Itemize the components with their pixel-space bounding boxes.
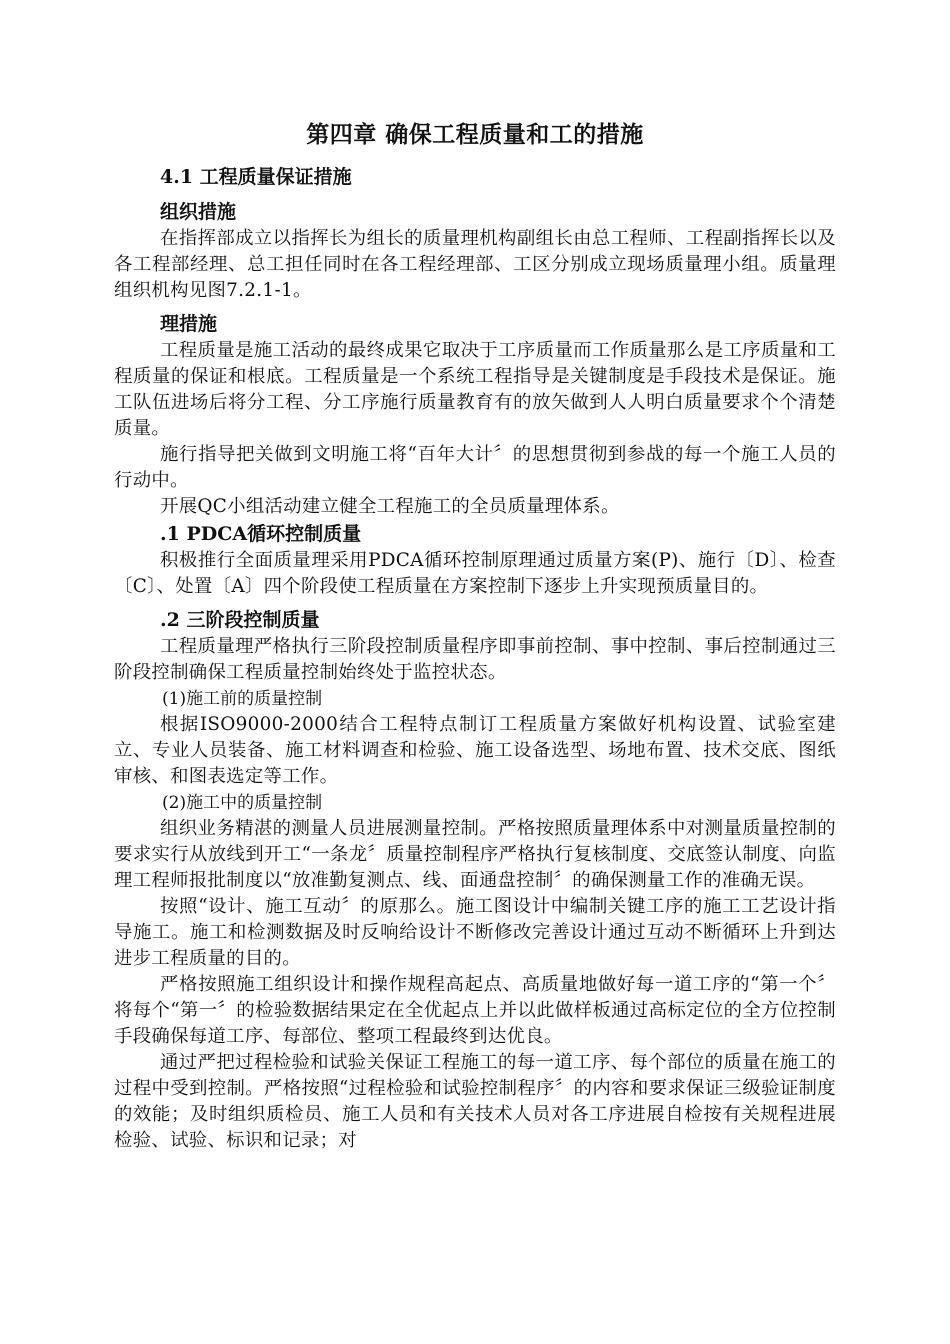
during-construction-paragraph-2: 按照“设计、施工互动〞的原那么。施工图设计中编制关键工序的施工工艺设计指导施工。施工和检测数据及时反响给设计不断修改完善设计通过互动不断循环上升到达进步工程质量的目的。: [114, 896, 836, 969]
management-paragraph-2: 施行指导把关做到文明施工将“百年大计〞的思想贯彻到参战的每一个施工人员的行动中。: [114, 444, 836, 491]
pre-construction-paragraph: 根据ISO9000-2000结合工程特点制订工程质量方案做好机构设置、试验室建立、专业人员装备、施工材料调查和检验、施工设备选型、场地布置、技术交底、图纸审核、和图表选定等工作。: [114, 714, 836, 787]
pdca-paragraph: 积极推行全面质量理采用PDCA循环控制原理通过质量方案(P)、施行〔D〕、检查〔C〕、处置〔A〕四个阶段使工程质量在方案控制下逐步上升实现预质量目的。: [114, 550, 836, 597]
management-paragraph-3: 开展QC小组活动建立健全工程施工的全员质量理体系。: [160, 496, 620, 517]
management-paragraph-1: 工程质量是施工活动的最终成果它取决于工序质量而工作质量那么是工序质量和工程质量的保证和根底。工程质量是一个系统工程指导是关键制度是手段技术是保证。施工队伍进场后将分工程、分工序施行质量教育有的放矢做到人人明白质量要求个个清楚质量。: [114, 340, 836, 439]
org-measures-paragraph: 在指挥部成立以指挥长为组长的质量理机构副组长由总工程师、工程副指挥长以及各工程部经理、总工担任同时在各工程经理部、工区分别成立现场质量理小组。质量理组织机构见图7.2.1-1。: [114, 228, 836, 301]
chapter-title: 第四章 确保工程质量和工的措施: [306, 121, 644, 148]
org-measures-heading: 组织措施: [160, 201, 237, 223]
pdca-heading: .1 PDCA循环控制质量: [160, 523, 362, 545]
pre-construction-subheading: (1)施工前的质量控制: [162, 689, 323, 709]
during-construction-paragraph-1: 组织业务精湛的测量人员进展测量控制。严格按照质量理体系中对测量质量控制的要求实行从放线到开工“一条龙〞质量控制程序严格执行复核制度、交底签认制度、向监理工程师报批制度以“放准勤复测点、线、面通盘控制〞的确保测量工作的准确无误。: [114, 818, 836, 891]
management-measures-heading: 理措施: [160, 313, 218, 335]
three-stage-heading: .2 三阶段控制质量: [160, 609, 320, 631]
section-title: 4.1 工程质量保证措施: [160, 166, 352, 188]
during-construction-paragraph-4: 通过严把过程检验和试验关保证工程施工的每一道工序、每个部位的质量在施工的过程中受到控制。严格按照“过程检验和试验控制程序〞的内容和要求保证三级验证制度的效能；及时组织质检员、施工人员和有关技术人员对各工序进展自检按有关规程进展检验、试验、标识和记录；对: [114, 1052, 836, 1151]
during-construction-paragraph-3: 严格按照施工组织设计和操作规程高起点、高质量地做好每一道工序的“第一个〞将每个“第一〞的检验数据结果定在全优起点上并以此做样板通过高标定位的全方位控制手段确保每道工序、每部位、整项工程最终到达优良。: [114, 974, 836, 1047]
during-construction-subheading: (2)施工中的质量控制: [162, 793, 323, 813]
three-stage-paragraph: 工程质量理严格执行三阶段控制质量程序即事前控制、事中控制、事后控制通过三阶段控制确保工程质量控制始终处于监控状态。: [114, 636, 836, 683]
